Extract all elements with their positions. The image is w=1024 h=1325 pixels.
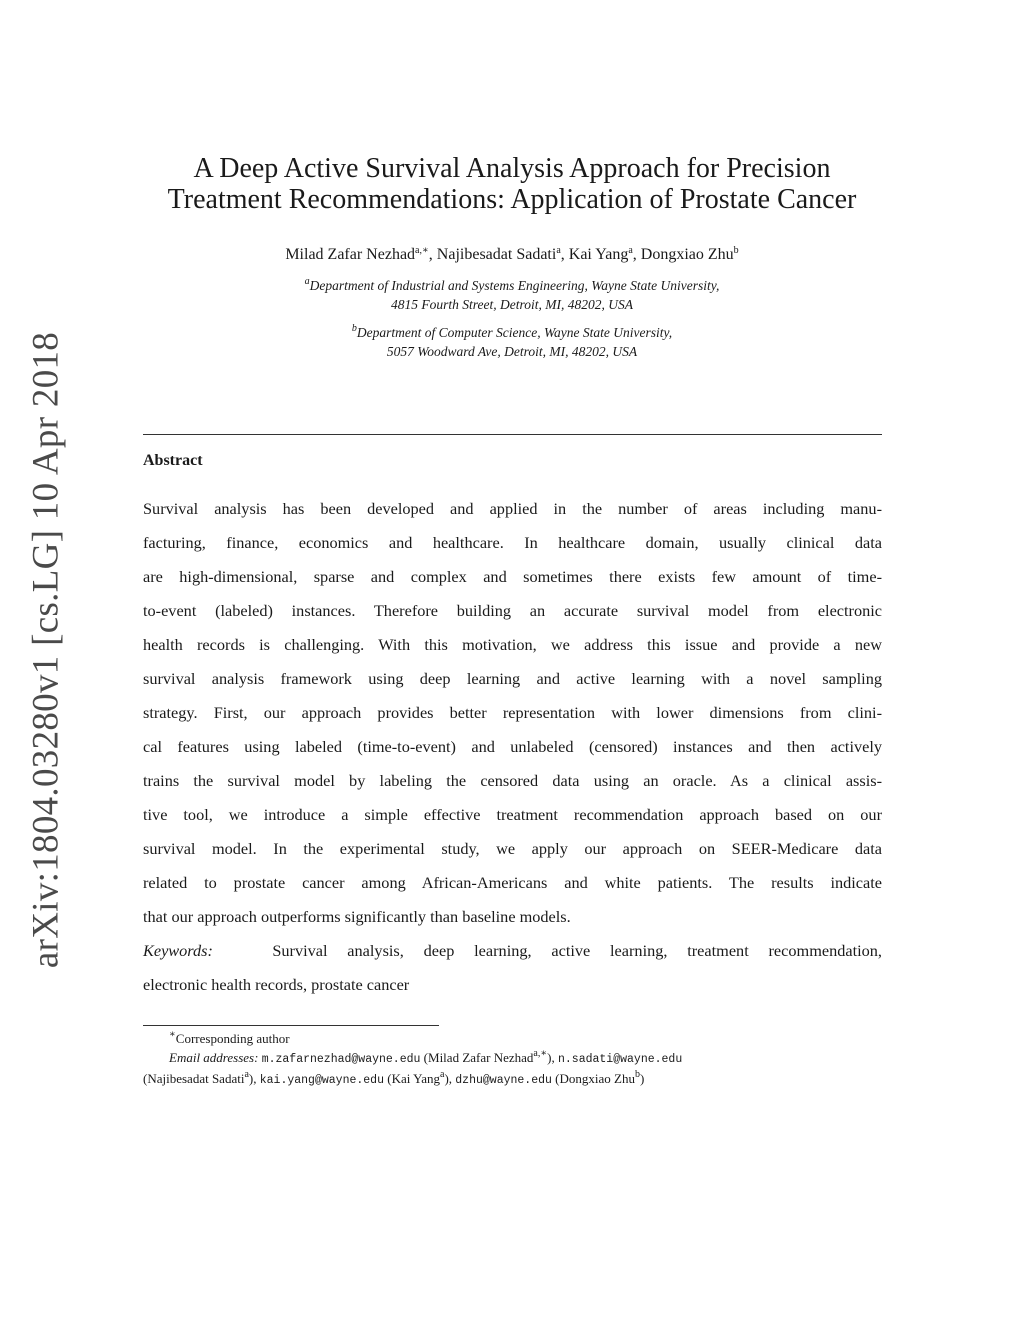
email-label: Email addresses: [169,1050,259,1065]
footnote-mark: ∗ [169,1029,176,1040]
author-affiliation-mark: a,∗ [415,245,429,256]
author-name: Dongxiao Zhu [640,246,734,263]
author-affiliation-mark: a [628,245,633,256]
keywords-label: Keywords: [143,941,213,960]
affiliation-department: Department of Computer Science, Wayne State University, [356,325,673,340]
abstract-line: Survival analysis has been developed and applied in the number of areas including manu- [143,499,882,518]
email-link[interactable]: dzhu@wayne.edu [455,1074,552,1087]
affiliation-a [100,276,924,314]
email-link[interactable]: m.zafarnezhad@wayne.edu [261,1053,421,1066]
paper-title [100,153,924,215]
abstract-line: cal features using labeled (time-to-event) and unlabeled (censored) instances and then actively [143,737,882,756]
keywords-line-1 [143,934,882,968]
author-name: Najibesadat Sadati [436,246,557,263]
email-link[interactable]: kai.yang@wayne.edu [259,1074,384,1087]
author-name: Milad Zafar Nezhad [285,246,416,263]
affiliation-mark: b [351,323,357,334]
abstract-line: are high-dimensional, sparse and complex and sometimes there exists few amount of time- [143,567,882,586]
abstract-line: to-event (labeled) instances. Therefore building an accurate survival model from electronic [143,601,882,620]
title-line-1: A Deep Active Survival Analysis Approach for Precision [193,153,831,184]
affiliation-address: 5057 Woodward Ave, Detroit, MI, 48202, USA [386,344,638,359]
title-line-2: Treatment Recommendations: Application of Prostate Cancer [167,184,857,215]
abstract-line: health records is challenging. With this motivation, we address this issue and provide a new [143,635,882,654]
abstract-line: facturing, finance, economics and healthcare. In healthcare domain, usually clinical data [143,533,882,552]
footnote-rule [143,1025,439,1026]
abstract-line: survival model. In the experimental study, we apply our approach on SEER-Medicare data [143,839,882,858]
affiliation-address: 4815 Fourth Street, Detroit, MI, 48202, USA [391,297,633,312]
author-affiliation-mark: b [733,245,739,256]
affiliation-department: Department of Industrial and Systems Engineering, Wayne State University, [309,278,720,293]
abstract-line: strategy. First, our approach provides better representation with lower dimensions from clini- [143,703,882,722]
email-line: Email addresses: m.zafarnezhad@wayne.edu (Milad Zafar Nezhad$^{a,∗}$), n.sadati@wayne.edu [169,1048,683,1066]
author-affiliation-mark: a [556,245,561,256]
abstract-line: tive tool, we introduce a simple effective treatment recommendation approach based on our [143,805,882,824]
abstract-line: that our approach outperforms significantly than baseline models. [143,907,571,926]
author-list: Milad Zafar Nezhad$^{a,∗}$, Najibesadat Sadati$^a$, Kai Yang$^a$, Dongxiao Zhu$^b$ [285,245,739,263]
footnote [143,1029,883,1090]
abstract-body [143,492,882,1002]
corresponding-author-note: ∗Corresponding author [169,1029,290,1046]
affiliation-b [100,323,924,361]
abstract-line: survival analysis framework using deep learning and active learning with a novel sampling [143,669,882,688]
keywords-line-2: electronic health records, prostate cancer [143,975,410,994]
keywords-text: Survival analysis, deep learning, active learning, treatment recommendation, [272,941,882,960]
abstract-line: related to prostate cancer among African-Americans and white patients. The results indicate [143,873,882,892]
email-line-2: (Najibesadat Sadati$^a$), kai.yang@wayne.edu (Kai Yang$^a$), dzhu@wayne.edu (Dongxiao Zhu$^b$) [143,1069,645,1087]
abstract-heading: Abstract [143,452,203,469]
abstract-top-rule [143,434,882,435]
email-link[interactable]: n.sadati@wayne.edu [558,1053,683,1066]
author-name: Kai Yang [568,246,629,263]
abstract-line: trains the survival model by labeling the censored data using an oracle. As a clinical assis- [143,771,882,790]
arxiv-identifier[interactable]: arXiv:1804.03280v1 [cs.LG] 10 Apr 2018 [25,331,67,969]
affiliation-mark: a [304,276,310,287]
